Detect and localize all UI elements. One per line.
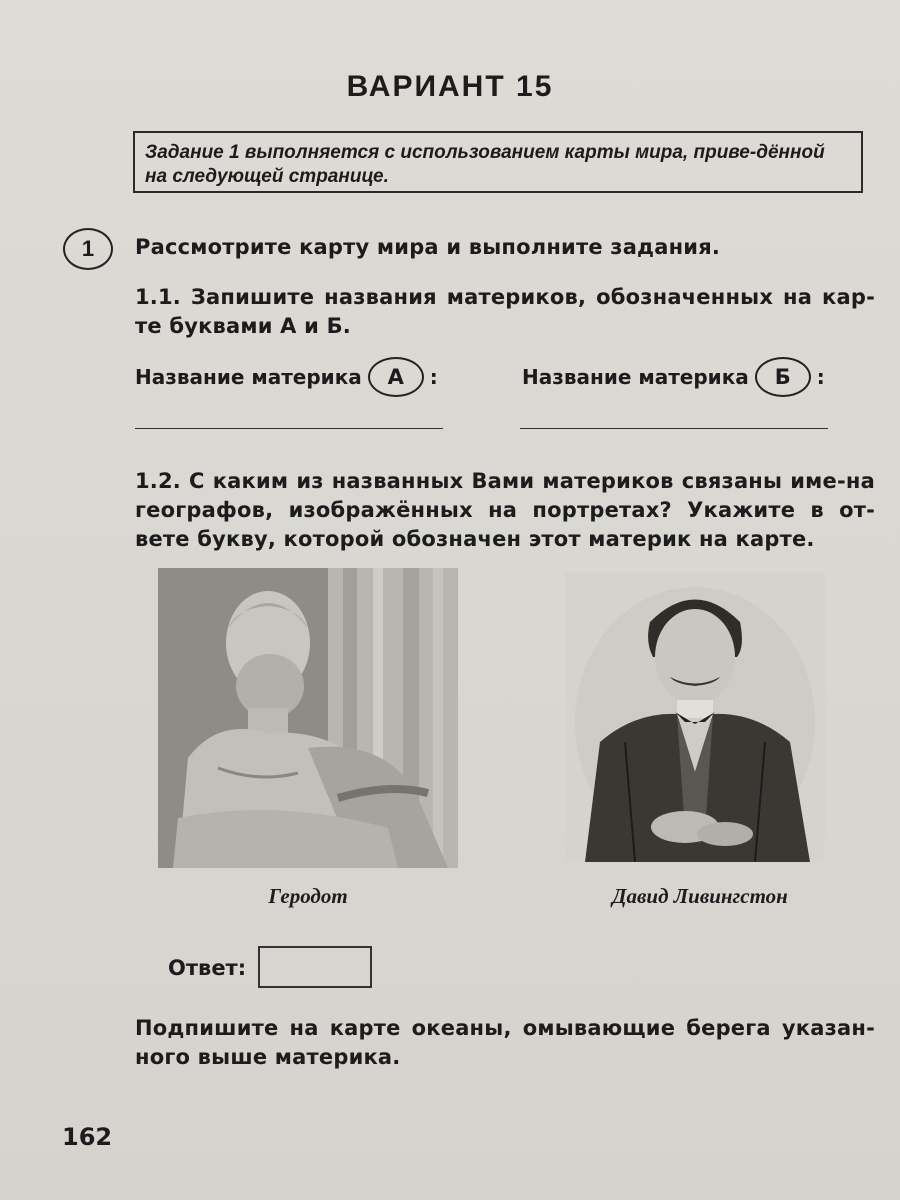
oceans-instruction: Подпишите на карте океаны, омывающие берега указан-ного выше материка. bbox=[135, 1016, 875, 1069]
task-intro: Рассмотрите карту мира и выполните задания. bbox=[135, 235, 721, 259]
herodotus-caption: Геродот bbox=[268, 884, 348, 908]
continent-b-colon: : bbox=[816, 365, 825, 389]
continent-b-answer-line[interactable] bbox=[520, 428, 828, 429]
livingstone-engraving-icon bbox=[565, 572, 825, 862]
variant-title: ВАРИАНТ 15 bbox=[346, 70, 554, 103]
livingstone-caption: Давид Ливингстон bbox=[612, 884, 788, 908]
continent-a-label-text: Название материка bbox=[135, 365, 362, 389]
continent-a-colon: : bbox=[429, 365, 438, 389]
map-notice-box: Задание 1 выполняется с использованием карты мира, приве-дённой на следующей странице. bbox=[133, 131, 863, 193]
question-1-2: 1.2. С каким из названных Вами материков связаны име-на географов, изображённых на портретах? Укажите в от-вете букву, которой обозначен этот материк на карте. bbox=[135, 469, 875, 551]
herodotus-bust-icon bbox=[158, 568, 458, 868]
continent-a-label bbox=[135, 357, 438, 397]
page-number: 162 bbox=[62, 1123, 113, 1151]
continent-b-label bbox=[522, 357, 825, 397]
herodotus-portrait bbox=[158, 568, 458, 868]
task-number-badge: 1 bbox=[63, 228, 113, 270]
question-1-1: 1.1. Запишите названия материков, обозначенных на кар-те буквами А и Б. bbox=[135, 285, 875, 338]
letter-a-circle: А bbox=[368, 357, 424, 397]
continent-b-label-text: Название материка bbox=[522, 365, 749, 389]
livingstone-portrait bbox=[565, 572, 825, 862]
letter-b-circle: Б bbox=[755, 357, 811, 397]
answer-box[interactable] bbox=[258, 946, 372, 988]
continent-a-answer-line[interactable] bbox=[135, 428, 443, 429]
answer-label: Ответ: bbox=[168, 956, 247, 980]
